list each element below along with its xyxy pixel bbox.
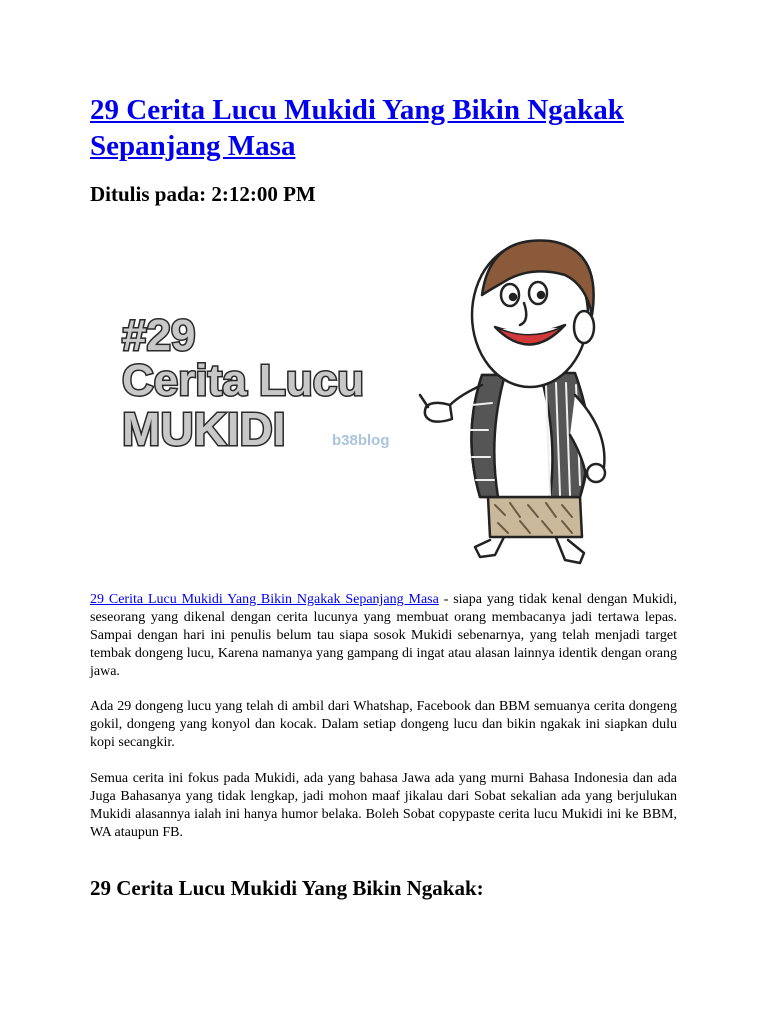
intro-paragraph-link[interactable]: 29 Cerita Lucu Mukidi Yang Bikin Ngakak Sepanjang Masa [90, 592, 439, 607]
intro-paragraph-text: - siapa yang tidak kenal dengan Mukidi, seseorang yang dikenal dengan cerita lucunya yang membuat orang membacanya jadi tertawa lepas. Sampai dengan hari ini penulis belum tau siapa sosok Mukidi sebenarnya, yang telah menjadi target tembak dongeng lucu, Karena namanya yang gampang di ingat atau alasan lainnya identik dengan orang jawa. [90, 592, 677, 679]
hero-line-1: #29 [122, 311, 196, 360]
hero-title-graphic [122, 311, 364, 455]
hero-watermark: b38blog [332, 432, 390, 449]
post-date: Ditulis pada: 2:12:00 PM [90, 182, 316, 206]
article-title-link[interactable]: 29 Cerita Lucu Mukidi Yang Bikin Ngakak Sepanjang Masa [90, 94, 624, 162]
paragraph-3: Semua cerita ini fokus pada Mukidi, ada yang bahasa Jawa ada yang murni Bahasa Indonesia dan ada Juga Bahasanya yang tidak lengkap, jadi mohon maaf jikalau dari Sobat sekalian ada yang berjulukan Mukidi alasannya ialah ini hanya humor belaka. Boleh Sobat copypaste cerita lucu Mukidi ini ke BBM, WA ataupun FB. [90, 771, 677, 840]
hero-line-3: MUKIDI [122, 403, 286, 455]
section-subheading: 29 Cerita Lucu Mukidi Yang Bikin Ngakak: [90, 876, 484, 900]
article-title [90, 92, 690, 164]
intro-paragraph [90, 591, 677, 681]
mukidi-character-illustration [420, 240, 605, 563]
paragraph-2: Ada 29 dongeng lucu yang telah di ambil dari Whatshap, Facebook dan BBM semuanya cerita dongeng gokil, dongeng yang konyol dan kocak. Dalam setiap dongeng lucu dan bikin ngakak ini siapkan dulu kopi secangkir. [90, 699, 677, 750]
hero-image [110, 235, 650, 580]
hero-line-2: Cerita Lucu [122, 356, 365, 405]
